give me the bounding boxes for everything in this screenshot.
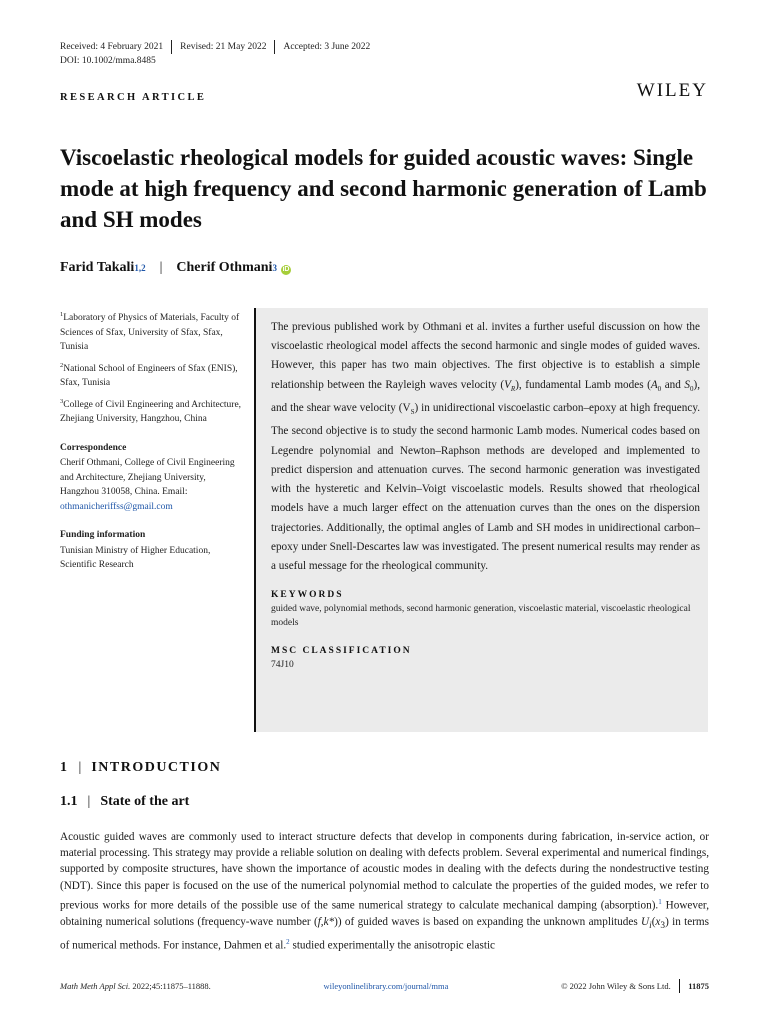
copyright-and-page [561, 979, 709, 993]
page-footer [60, 979, 709, 993]
email-link[interactable]: othmanicheriffss@gmail.com [60, 501, 173, 512]
author-info-column [60, 308, 242, 577]
affiliation: $^2$National School of Engineers of Sfax (ENIS), Sfax, Tunisia [60, 361, 238, 389]
accepted-date: Accepted: 3 June 2022 [283, 42, 371, 52]
author-affiliation-ref[interactable]: 3 [272, 263, 277, 273]
author-separator: | [159, 260, 163, 275]
correspondence-text: Cherif Othmani, College of Civil Engineering and Architecture, Zhejiang University, Hangzhou 310058, China. Email: othmanicheriffss@gmail.com [60, 458, 235, 512]
keywords-heading: KEYWORDS [271, 590, 344, 601]
subsection-heading: 1.1 | State of the art [60, 794, 190, 809]
citation-link[interactable]: 1 [658, 897, 662, 906]
intro-paragraph: Acoustic guided waves are commonly used to interact structure defects that develop in components during fabrication, in-service action, or material processing. This strategy may provide a reliable solution on dealing with defects problem. Several experimental and numerical findings, supported by composite structures, have shown the importance of acoustic modes in dealing with the defects during the nondestructive testing (NDT). Since this paper is focused on the use of the numerical polynomial method to calculate the properties of the guided modes, we refer to previous works for more details of the possible use of the same numerical strategy to calculate mechanical damping (absorption).$^1$ However, obtaining numerical solutions (frequency-wave number (f,k*)) of guided waves is based on expanding the unknown amplitudes $U_i(x_3)$ in terms of numerical methods. For instance, Dahmen et al.$^2$ studied experimentally the anisotropic elastic [60, 831, 709, 952]
keywords-list: guided wave, polynomial methods, second harmonic generation, viscoelastic material, viscoelastic rheological models [271, 604, 691, 628]
citation-link[interactable]: 2 [286, 938, 290, 947]
author-affiliation-ref[interactable]: 1,2 [134, 263, 146, 273]
section-heading: 1 | INTRODUCTION [60, 760, 222, 775]
affiliation: $^1$Laboratory of Physics of Materials, Faculty of Sciences of Sfax, University of Sfax, Sfax, Tunisia [60, 311, 240, 353]
orcid-icon[interactable]: iD [282, 266, 290, 273]
funding-heading: Funding information [60, 530, 146, 541]
correspondence-heading: Correspondence [60, 442, 127, 453]
journal-url-link[interactable]: wileyonlinelibrary.com/journal/mma [323, 981, 449, 991]
abstract-text: The previous published work by Othmani et al. invites a further useful discussion on how the viscoelastic rheological model affects the second harmonic and single modes of guided waves. However, this paper has two main objectives. The first objective is to establish a simple relationship between the Rayleigh waves velocity $(V_R)$, fundamental Lamb modes ($A_0$ and $S_0$), and the shear wave velocity $(V_S)$ in unidirectional viscoelastic carbon–epoxy at high frequency. The second objective is to study the second harmonic Lamb modes. Numerical codes based on Legendre polynomial and Newton–Raphson methods are developed and implemented to predict dispersion and attenuation curves. The second harmonic generation was investigated with the hysteretic and Kelvin–Voigt viscoelastic models. Results showed that rheological models have a much larger effect on the attenuation curves than the ones on the dispersion trajectories. Additionally, the optimal angles of Lamb and SH modes in unidirectional carbon–epoxy under Snell-Descartes law was investigated. The present numerical results may render as a useful message for the rheological community. [271, 321, 701, 572]
page-number: 11875 [688, 981, 709, 991]
publisher-logo: WILEY [636, 80, 708, 101]
author-name[interactable]: Farid Takali [60, 260, 135, 275]
journal-citation: Math Meth Appl Sci. 2022;45:11875–11888. [60, 981, 211, 991]
revised-date: Revised: 21 May 2022 [180, 42, 267, 52]
affiliation: $^3$College of Civil Engineering and Architecture, Zhejiang University, Hangzhou, China [60, 397, 242, 425]
received-date: Received: 4 February 2021 [60, 42, 164, 52]
copyright: © 2022 John Wiley & Sons Ltd. [561, 981, 671, 991]
doi: DOI: 10.1002/mma.8485 [60, 56, 156, 66]
divider [171, 40, 172, 54]
abstract-box [254, 308, 708, 732]
divider [274, 40, 275, 54]
article-dates [60, 40, 370, 54]
funding-text: Tunisian Ministry of Higher Education, Scientific Research [60, 545, 211, 571]
author-name[interactable]: Cherif Othmani [176, 260, 273, 275]
paper-title: Viscoelastic rheological models for guided acoustic waves: Single mode at high frequency and second harmonic generation of Lamb and SH modes [60, 145, 707, 232]
msc-code: 74J10 [271, 660, 294, 671]
article-type: RESEARCH ARTICLE [60, 92, 207, 103]
author-list [60, 260, 291, 276]
divider [679, 979, 681, 993]
msc-heading: MSC CLASSIFICATION [271, 646, 412, 657]
